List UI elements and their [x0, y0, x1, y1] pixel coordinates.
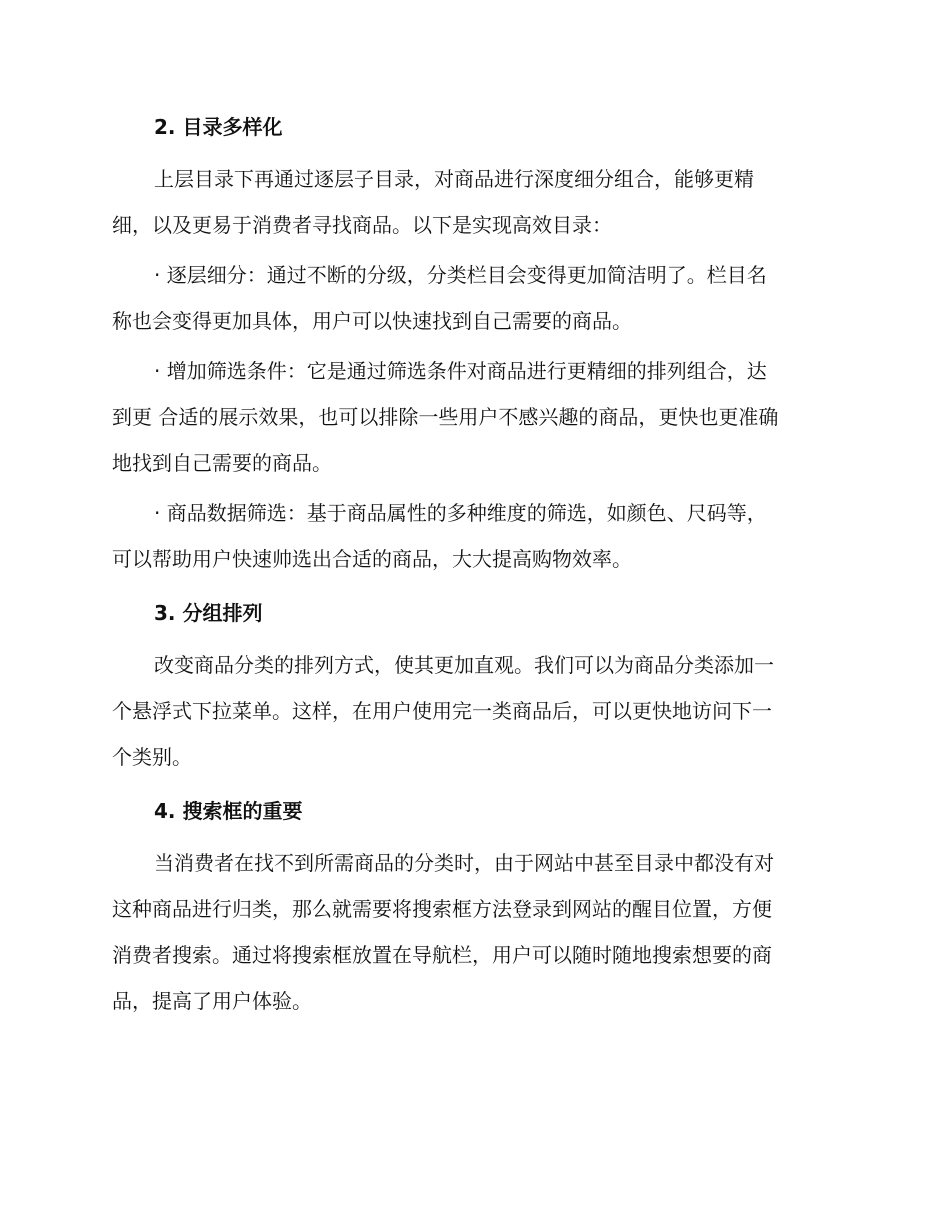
text-line: 消费者搜索。通过将搜索框放置在导航栏，用户可以随时随地搜索想要的商: [112, 943, 772, 967]
text-line: · 增加筛选条件：它是通过筛选条件对商品进行更精细的排列组合，达: [154, 359, 767, 383]
text-line: 改变商品分类的排列方式，使其更加直观。我们可以为商品分类添加一: [154, 653, 774, 677]
text-line: 上层目录下再通过逐层子目录，对商品进行深度细分组合，能够更精: [154, 167, 754, 191]
section-heading-group-arrangement: 3. 分组排列: [154, 601, 263, 625]
text-line: 当消费者在找不到所需商品的分类时，由于网站中甚至目录中都没有对: [154, 851, 774, 875]
text-line: 个类别。: [112, 745, 192, 769]
bullet-paragraph: [112, 490, 838, 582]
text-line: 可以帮助用户快速帅选出合适的商品，大大提高购物效率。: [112, 547, 632, 571]
paragraph: [112, 840, 838, 1024]
section-heading-directory-diversification: 2. 目录多样化: [154, 115, 283, 139]
bullet-paragraph: [112, 348, 838, 486]
paragraph: [112, 642, 838, 780]
text-line: 称也会变得更加具体，用户可以快速找到自己需要的商品。: [112, 309, 632, 333]
text-line: · 商品数据筛选：基于商品属性的多种维度的筛选，如颜色、尺码等，: [154, 501, 767, 525]
document-body: [112, 110, 838, 1028]
bullet-paragraph: [112, 252, 838, 344]
text-line: 个悬浮式下拉菜单。这样，在用户使用完一类商品后，可以更快地访问下一: [112, 699, 772, 723]
text-line: 这种商品进行归类，那么就需要将搜索框方法登录到网站的醒目位置，方便: [112, 897, 772, 921]
text-line: 品，提高了用户体验。: [112, 989, 312, 1013]
text-line: 到更 合适的展示效果，也可以排除一些用户不感兴趣的商品，更快也更准确: [112, 405, 779, 429]
text-line: · 逐层细分：通过不断的分级，分类栏目会变得更加简洁明了。栏目名: [154, 263, 767, 287]
paragraph: [112, 156, 838, 248]
text-line: 地找到自己需要的商品。: [112, 451, 332, 475]
section-heading-search-box-importance: 4. 搜索框的重要: [154, 799, 303, 823]
text-line: 细，以及更易于消费者寻找商品。以下是实现高效目录：: [112, 213, 612, 237]
